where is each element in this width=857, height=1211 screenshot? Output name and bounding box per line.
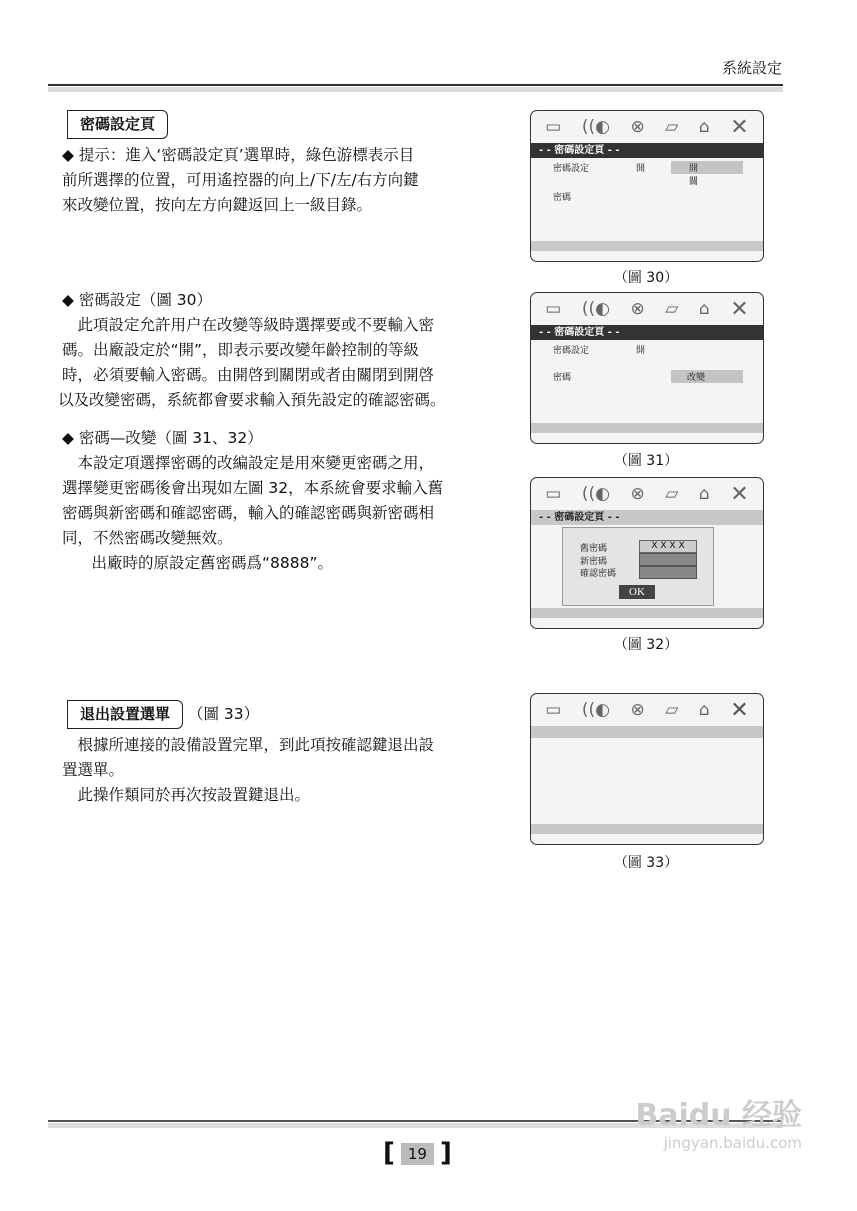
old-password-label: 舊密碼 [580, 544, 608, 554]
section-exit-menu [62, 700, 480, 808]
exit-icon: ✕ [730, 114, 749, 140]
menu-item-value: 開 [636, 346, 646, 356]
ok-button[interactable]: OK [619, 585, 655, 599]
status-bar [531, 608, 763, 618]
confirm-password-field[interactable] [639, 566, 697, 579]
figure-caption: （圖 33） [613, 855, 679, 871]
section-password-change [62, 426, 480, 576]
lock-icon: ⌂ [698, 700, 710, 720]
menu-item-value: 開 [636, 164, 646, 174]
text-line: ◆ 提示：進入‘密碼設定頁’選單時，綠色游標表示目 [62, 146, 415, 164]
menu-item-label: 密碼設定 [553, 164, 590, 174]
exit-icon: ✕ [730, 481, 749, 507]
audio-icon: ((◐ [581, 700, 610, 720]
text-line: 此項設定允許用户在改變等級時選擇要或不要輸入密 [62, 316, 435, 334]
page-number-value: 19 [401, 1143, 434, 1165]
preference-icon: ▱ [665, 117, 679, 137]
audio-icon: ((◐ [581, 117, 610, 137]
watermark-logo [635, 1090, 802, 1152]
text-line: 置選單。 [62, 761, 125, 779]
figure-31-menu [530, 292, 764, 444]
tv-icon: ▭ [545, 700, 562, 720]
page-number: [ 19 ] [383, 1138, 452, 1168]
section-password-page [62, 110, 480, 218]
video-icon: ⊗ [630, 299, 645, 319]
menu-title: - - 密碼設定頁 - - [531, 143, 763, 158]
old-password-field[interactable]: X X X X [639, 540, 697, 553]
option-off[interactable]: 關 [689, 177, 699, 187]
option-on[interactable]: 開 [671, 161, 743, 174]
text-line: 密碼與新密碼和確認密碼，輸入的確認密碼與新密碼相 [62, 504, 435, 522]
text-line: 此操作類同於再次按設置鍵退出。 [62, 786, 311, 804]
preference-icon: ▱ [665, 484, 679, 504]
section-label: 密碼設定頁 [67, 110, 168, 139]
option-change[interactable]: 改變 [671, 370, 743, 383]
tv-icon: ▭ [545, 299, 562, 319]
menu-icons [531, 478, 763, 510]
menu-item-label: 密碼 [553, 373, 572, 383]
menu-icons [531, 694, 763, 726]
exit-icon: ✕ [730, 296, 749, 322]
figure-ref: （圖 33） [187, 705, 260, 723]
text-line: ◆ 密碼設定（圖 30） [62, 291, 212, 309]
figure-caption: （圖 30） [613, 270, 679, 286]
new-password-field[interactable] [639, 553, 697, 566]
text-line: 出廠時的原設定舊密碼爲“8888”。 [76, 554, 334, 572]
text-line: 同，不然密碼改變無效。 [62, 529, 233, 547]
header-divider [48, 84, 783, 86]
text-line: 前所選擇的位置，可用遙控器的向上/下/左/右方向鍵 [62, 171, 419, 189]
text-line: 以及改變密碼，系統都會要求輸入預先設定的確認密碼。 [58, 391, 446, 409]
section-header: 系統設定 [721, 59, 782, 77]
lock-icon: ⌂ [698, 117, 710, 137]
menu-icons [531, 293, 763, 325]
menu-title-bar [531, 726, 763, 738]
audio-icon: ((◐ [581, 299, 610, 319]
header-shade [48, 87, 783, 92]
new-password-label: 新密碼 [580, 557, 608, 567]
menu-title: - - 密碼設定頁 - - [531, 510, 763, 525]
menu-item-label: 密碼 [553, 193, 572, 203]
watermark-text: Baidu 经验 [635, 1098, 802, 1133]
status-bar [531, 824, 763, 834]
text-line: 碼。出廠設定於“開”，即表示要改變年齡控制的等級 [62, 341, 420, 359]
audio-icon: ((◐ [581, 484, 610, 504]
figure-32-menu [530, 477, 764, 629]
text-line: 時，必須要輸入密碼。由開啓到關閉或者由關閉到開啓 [62, 366, 435, 384]
preference-icon: ▱ [665, 299, 679, 319]
section-password-setting [58, 288, 480, 413]
preference-icon: ▱ [665, 700, 679, 720]
confirm-password-label: 確認密碼 [580, 569, 617, 579]
video-icon: ⊗ [630, 700, 645, 720]
section-label: 退出設置選單 [67, 700, 183, 729]
video-icon: ⊗ [630, 484, 645, 504]
menu-item-label: 密碼設定 [553, 346, 590, 356]
lock-icon: ⌂ [698, 299, 710, 319]
text-line: 選擇變更密碼後會出現如左圖 32，本系統會要求輸入舊 [62, 479, 444, 497]
status-bar [531, 423, 763, 433]
figure-33-menu [530, 693, 764, 845]
figure-caption: （圖 31） [613, 453, 679, 469]
lock-icon: ⌂ [698, 484, 710, 504]
text-line: 根據所連接的設備設置完單，到此項按確認鍵退出設 [62, 736, 435, 754]
status-bar [531, 241, 763, 251]
exit-icon: ✕ [730, 697, 749, 723]
figure-30-menu [530, 110, 764, 262]
text-line: 來改變位置，按向左方向鍵返回上一級目錄。 [62, 196, 373, 214]
text-line: 本設定項選擇密碼的改編設定是用來變更密碼之用， [62, 454, 435, 472]
menu-title: - - 密碼設定頁 - - [531, 325, 763, 340]
watermark-url: jingyan.baidu.com [663, 1134, 802, 1152]
video-icon: ⊗ [630, 117, 645, 137]
menu-icons [531, 111, 763, 143]
figure-caption: （圖 32） [613, 637, 679, 653]
text-line: ◆ 密碼—改變（圖 31、32） [62, 429, 263, 447]
tv-icon: ▭ [545, 117, 562, 137]
tv-icon: ▭ [545, 484, 562, 504]
